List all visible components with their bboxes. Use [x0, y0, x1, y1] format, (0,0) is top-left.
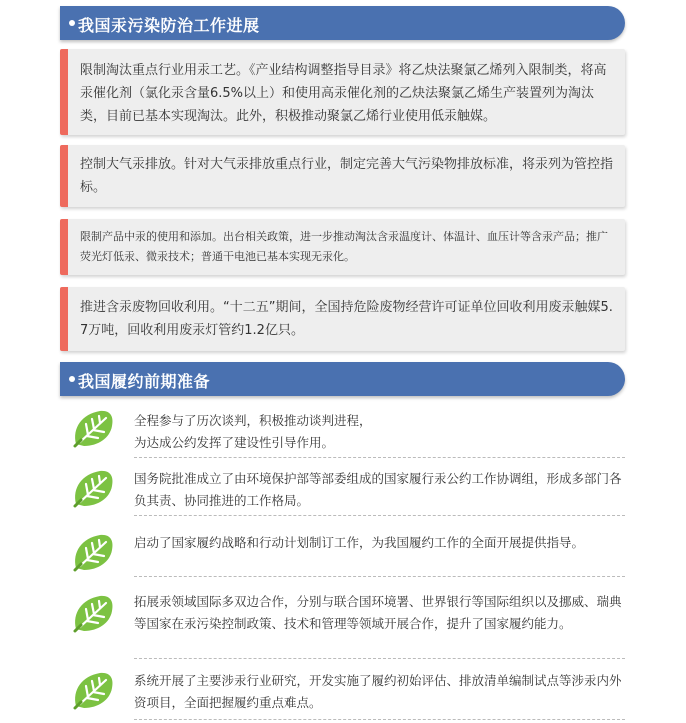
- leaf-icon: [70, 593, 116, 635]
- item-text: 拓展汞领域国际多双边合作，分别与联合国环境署、世界银行等国际组织以及挪威、瑞典等国家在汞污染控制政策、技术和管理等领域开展合作，提升了国家履约能力。: [134, 594, 622, 631]
- list-item: [70, 589, 625, 659]
- list-item: [70, 466, 625, 516]
- item-text: [134, 410, 625, 454]
- list-item: [70, 529, 625, 577]
- item-text: 国务院批准成立了由环境保护部等部委组成的国家履行汞公约工作协调组，形成多部门各负其责、协同推进的工作格局。: [134, 471, 622, 508]
- item-line: 为达成公约发挥了建设性引导作用。: [134, 435, 335, 450]
- item-line: 全程参与了历次谈判，积极推动谈判进程，: [134, 413, 372, 428]
- dashed-divider: [134, 658, 625, 659]
- progress-card: [60, 145, 625, 207]
- leaf-icon: [70, 408, 116, 450]
- leaf-icon: [70, 670, 116, 712]
- section-header-progress: [60, 6, 625, 40]
- card-text: 限制产品中汞的使用和添加。出台相关政策，进一步推动淘汰含汞温度计、体温计、血压计等含汞产品；推广荧光灯低汞、微汞技术；普通干电池已基本实现无汞化。: [80, 230, 608, 263]
- progress-card: [60, 287, 625, 351]
- progress-card: [60, 49, 625, 135]
- item-text: 系统开展了主要涉汞行业研究，开发实施了履约初始评估、排放清单编制试点等涉汞内外资项目，全面把握履约重点难点。: [134, 673, 622, 710]
- dashed-divider: [134, 457, 625, 458]
- dashed-divider: [134, 719, 625, 720]
- dashed-divider: [134, 515, 625, 516]
- leaf-icon: [70, 532, 116, 574]
- bullet-dot-icon: [69, 376, 75, 382]
- bullet-dot-icon: [69, 20, 75, 26]
- card-text: 推进含汞废物回收利用。“十二五”期间，全国持危险废物经营许可证单位回收利用废汞触媒5.7万吨，回收利用废汞灯管约1.2亿只。: [80, 300, 613, 338]
- card-text: 限制淘汰重点行业用汞工艺。《产业结构调整指导目录》将乙炔法聚氯乙烯列入限制类，将高汞催化剂（氯化汞含量6.5%以上）和使用高汞催化剂的乙炔法聚氯乙烯生产装置列为淘汰类，目前已基本实现淘汰。此外，积极推动聚氯乙烯行业使用低汞触媒。: [80, 63, 607, 124]
- list-item: [70, 668, 625, 720]
- section-header-preparation: [60, 362, 625, 396]
- card-text: 控制大气汞排放。针对大气汞排放重点行业，制定完善大气污染物排放标准，将汞列为管控指标。: [80, 157, 614, 195]
- list-item: [70, 408, 625, 458]
- leaf-icon: [70, 468, 116, 510]
- section-title: 我国履约前期准备: [78, 372, 211, 391]
- dashed-divider: [134, 576, 625, 577]
- section-title: 我国汞污染防治工作进展: [78, 16, 260, 35]
- progress-card: [60, 219, 625, 275]
- item-text: 启动了国家履约战略和行动计划制订工作，为我国履约工作的全面开展提供指导。: [134, 535, 585, 550]
